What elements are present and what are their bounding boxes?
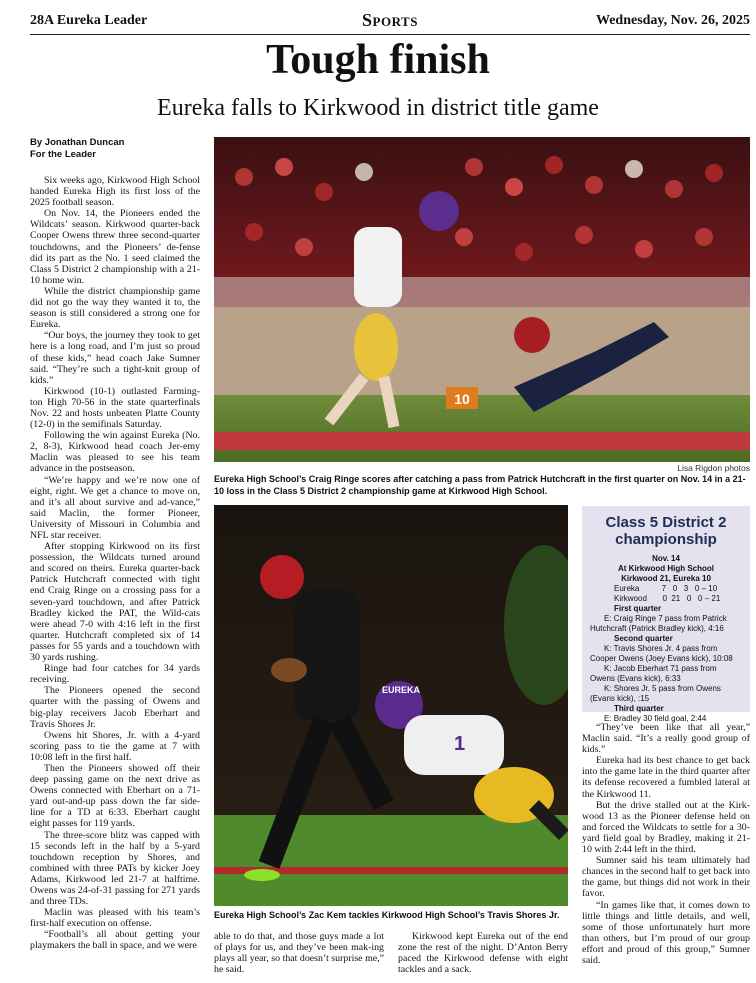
quarter-heading: First quarter — [614, 604, 662, 613]
headline: Tough finish — [266, 37, 490, 83]
photo-touchdown — [214, 137, 750, 462]
paragraph: On Nov. 14, the Pioneers ended the Wildcats’ season. Kirkwood quarter-back Cooper Owens threw three second-quarter touchdowns, and the Pioneers’ de-fense did its part as the No. 1 seed claimed the Class 5 District 2 championship with a 21-10 home win. — [30, 208, 200, 286]
paragraph: Eureka had its best chance to get back into the game late in the third quarter after its defense recovered a fumbled lateral at the Kirkwood 11. — [582, 755, 750, 800]
paragraph: The Pioneers opened the second quarter with the passing of Owens and big-play receivers Jacob Eberhart and Travis Shores Jr. — [30, 685, 200, 730]
paragraph: able to do that, and those guys made a lot of plays for us, and they’ve been mak-ing plays all year, so that doesn’t surprise me,” he said. — [214, 931, 384, 976]
box-venue: At Kirkwood High School — [618, 564, 714, 573]
scoring-play: E: Bradley 30 field goal, 2:44 — [604, 714, 707, 723]
quarter-heading: Second quarter — [614, 634, 673, 643]
issue-date: Wednesday, Nov. 26, 2025 — [595, 13, 750, 28]
paragraph: Six weeks ago, Kirkwood High School handed Eureka High its first loss of the 2025 football season. — [30, 175, 200, 209]
paragraph: While the district championship game did not go the way they wanted it to, the season is still considered a strong one for Eureka. — [30, 285, 200, 331]
photo-touchdown-image — [214, 137, 750, 462]
photo-caption-2: Eureka High School’s Zac Kem tackles Kirkwood High School’s Travis Shores Jr. — [214, 910, 560, 920]
pylon-number: 10 — [454, 391, 470, 407]
article-column-4 — [582, 722, 750, 966]
paragraph: After stopping Kirkwood on its first possession, the Wildcats turned around and scored on theirs. Eureka quarter-back Patrick Hutchcraft connected with tight end Craig Ringe on a crossing pass for a seven-yard touchdown, and after Patrick Bradley kicked the PAT, the Wild-cats were ahead 7-0 with 4:16 left in the first quarter. Hutchcraft completed six of 14 passes for 55 yards and a touchdown with 30 yards rushing. — [30, 541, 200, 664]
box-result: Kirkwood 21, Eureka 10 — [621, 574, 711, 583]
scoring-play: K: Shores Jr. 5 pass from Owens (Evans kick), :15 — [590, 684, 721, 703]
paragraph: But the drive stalled out at the Kirk-wood 13 as the Pioneer defense held on and forced the Wildcats to settle for a 30-yard field goal by Bradley, making it 21-10 with 2:44 left in the third. — [582, 799, 750, 856]
photo-credit: Lisa Rigdon photos — [677, 463, 750, 473]
article-column-2 — [214, 931, 384, 975]
paragraph: Ringe had four catches for 34 yards receiving. — [30, 663, 200, 686]
paragraph: “They’ve been like that all year,” Maclin said. “It’s a really good group of kids.” — [582, 722, 750, 756]
paragraph: “We’re happy and we’re now one of eight, right. We get a chance to move on, and it’s all about survive and ad-vance,” said Maclin, the former Pioneer, University of Missouri in Columbia and NFL star receiver. — [30, 474, 200, 541]
scoring-summary-box — [582, 506, 750, 723]
subheadline: Eureka falls to Kirkwood in district title game — [157, 95, 599, 121]
byline-author: By Jonathan Duncan — [30, 137, 125, 148]
scoring-play: K: Jacob Eberhart 71 pass from Owens (Evans kick), 6:33 — [590, 664, 717, 683]
scoring-play: E: Craig Ringe 7 pass from Patrick Hutchcraft (Patrick Bradley kick), 4:16 — [590, 614, 727, 633]
paragraph: Kirkwood (10-1) outlasted Farming-ton High 70-56 in the state quarterfinals Nov. 22 and hosts unbeaten Platte County (12-0) in the semifinals Saturday. — [30, 385, 200, 431]
section-name: Sports — [362, 10, 418, 30]
masthead — [30, 10, 750, 35]
photo-tackle — [214, 505, 568, 906]
scoring-play: K: Travis Shores Jr. 4 pass from Cooper Owens (Joey Evans kick), 10:08 — [590, 644, 733, 663]
paragraph: Kirkwood kept Eureka out of the end zone the rest of the night. D’Anton Berry paced the Kirkwood defense with eight tackles and a sack. — [398, 931, 568, 976]
paragraph: The three-score blitz was capped with 15 seconds left in the half by a 5-yard touchdown reception by Shores, and combined with three PATs by kicker Joey Adams, Kirkwood led 21-7 at halftime. Owens was 24-of-31 passing for 271 yards and three TDs. — [30, 829, 200, 908]
quarter-heading: Third quarter — [614, 704, 664, 713]
photo-tackle-image — [214, 505, 568, 906]
byline — [30, 137, 200, 161]
paragraph: “Our boys, the journey they took to get here is a long road, and I’m just so proud of these kids,” head coach Jake Sumner said. “They’re such a tight-knit group of kids.” — [30, 330, 200, 386]
linescore-kirkwood: Kirkwood 0 21 0 0 – 21 — [614, 594, 721, 603]
article-column-1 — [30, 137, 200, 952]
paragraph: Then the Pioneers showed off their deep passing game on the next drive as Owens connected with Eberhart on a 71-yard out-and-up pass down the far side-line for a TD at 6:33. Eberhart caught eight passes for 119 yards. — [30, 762, 200, 830]
paragraph: Maclin was pleased with his team’s first-half execution on offense. — [30, 907, 200, 930]
page-folio: 28A Eureka Leader — [30, 13, 148, 28]
jersey-number: 1 — [454, 733, 466, 755]
paragraph: “In games like that, it comes down to little things and little details, and well, some of those unfortunately hurt more than others, but I’m proud of our group effort and proud of this group,” Sumner said. — [582, 899, 750, 966]
box-date: Nov. 14 — [652, 554, 680, 563]
linescore-eureka: Eureka 7 0 3 0 – 10 — [614, 584, 718, 593]
paragraph: “Football’s all about getting your playmakers the ball in space, and we were — [30, 929, 200, 952]
paragraph: Owens hit Shores, Jr. with a 4-yard scoring pass to tie the game at 7 with 10:08 left in the first half. — [30, 729, 200, 763]
article-column-3 — [398, 931, 568, 975]
box-title: Class 5 District 2 championship — [605, 514, 727, 548]
helmet-text: EUREKA — [381, 685, 421, 695]
paragraph: Following the win against Eureka (No. 2, 8-3), Kirkwood head coach Jer-emy Maclin was pleased to see his team advance in the postseason. — [30, 430, 200, 475]
paragraph: Sumner said his team ultimately had chances in the second half to get back into the game, but things did not work in their favor. — [582, 855, 750, 900]
photo-caption-1: Eureka High School’s Craig Ringe scores after catching a pass from Patrick Hutchcraft in the first quarter on Nov. 14 in a 21-10 loss in the Class 5 District 2 championship game at Kirkwood High School. — [214, 474, 746, 496]
byline-org: For the Leader — [30, 149, 96, 160]
